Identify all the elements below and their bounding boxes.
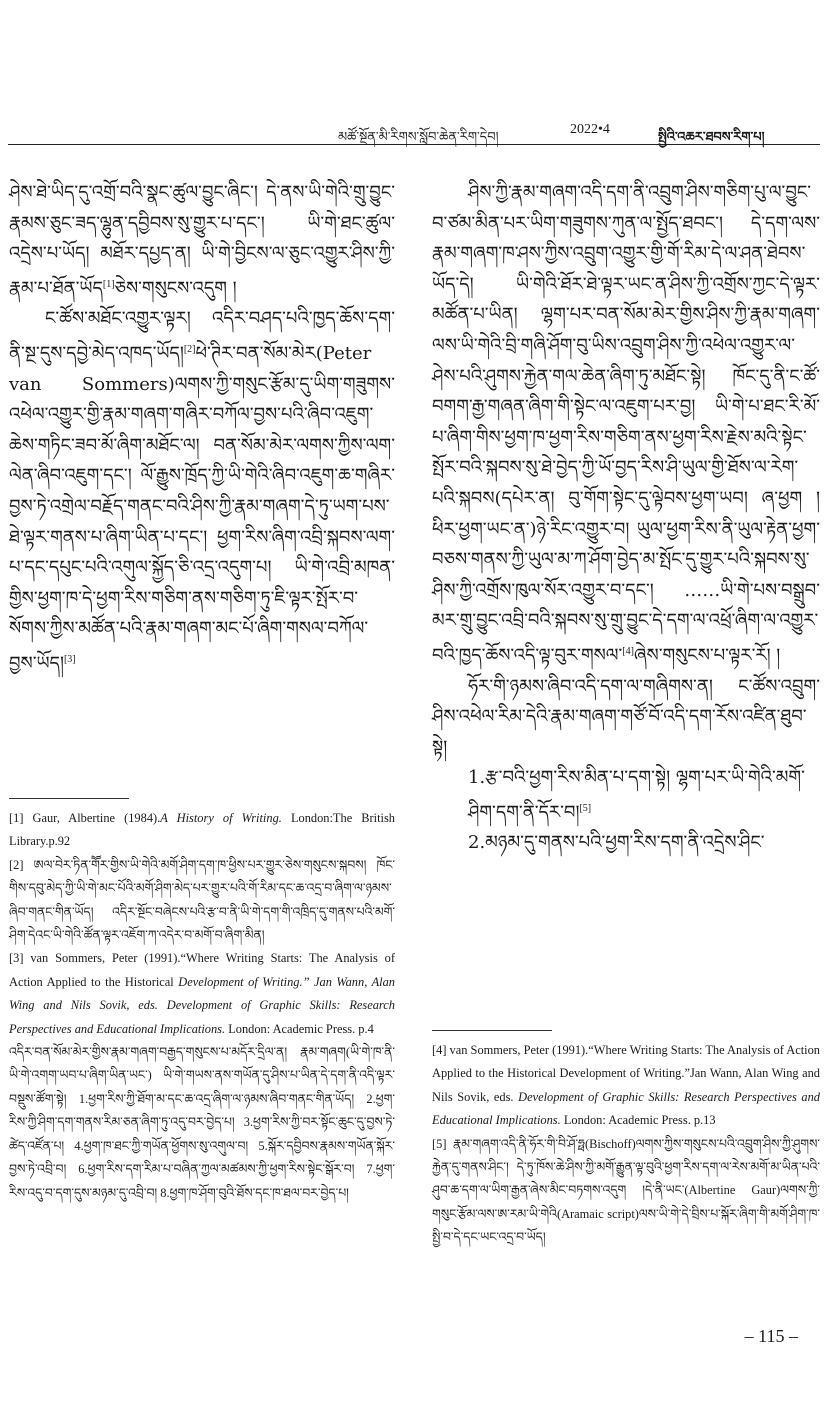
left-paragraph-1: ཤེས་ཐེ་ཡིད་དུ་འགྲོ་བའི་སྣང་ཚུལ་བྱུང་ཞིང་། དེ་ནས་ཡི་གེའི་གྲུ་བྱུང་རྣམས་ཅུང་ཟད་ལྷུན་དབྱིབས་སུ་གྱུར་པ་དང་། ཡི་གེ་ཐང་ཚུལ་འདྲེས་པ་ཡོད། མཐོར་དཔྱད་ན། ཡི་གེ་བྱིངས་ལ་ཅུང་འགྱུར་ཤིས་ཀྱི་རྣམ་པ་ཐོན་ཡོད[1]ཅེས་གསུངས་འདུག ། [9, 182, 395, 299]
list-item-1: 1.རྩ་བའི་ཕྱག་རིས་མིན་པ་དག་སྟེ། ལྷག་པར་ཡི་གེའི་མགོ་ཤིག་དག་ནི་དོར་བ།[5] [468, 767, 805, 823]
footnote-5: [5] རྣམ་གཞག་འདི་ནི་ཧོར་གི་བི་ཤོ་ཧྥ(Bischoff)ལགས་ཀྱིས་གསུངས་པའི་འབྲུག་ཤིས་ཀྱི་ཤུགས་རྐྱེན་དུ་གནས་ཤིང་། དེ་ཏུ་ཁོས་ཆེ་ཤིས་ཀྱི་མགོ་རྒྱུན་ལྟ་བུའི་ཕྱག་རིས་དག་ལ་རེས་མགོ་མ་ཡིན་པའི་ཤུབ་ཆ་དག་ལ་ཡིག་རྒྱན་ཞེས་མིང་བཏགས་འདུག །དེ་ནི་ཡང་(Albertine Gaur)ལགས་ཀྱི་གསུང་རྩོམ་ལས་ཨ་རམ་ཡི་གེའི(Aramaic script)ལས་ཡི་གེ་དེ་བྲིས་པ་སྐོར་ཞིག་གི་མགོ་ཤིག་ཁ་སྤྱི་བ་དེ་དང་ཡང་འདྲ་བ་ཡོད། [432, 1136, 820, 1245]
list-item-2: 2.མཉམ་དུ་གནས་པའི་ཕྱག་རིས་དག་ནི་འདྲེས་ཤིང་ [468, 832, 765, 854]
page-number: – 115 – [744, 1326, 798, 1346]
left-footnotes [9, 798, 395, 1205]
left-column [9, 178, 395, 680]
running-header [8, 118, 820, 145]
header-issue: 2022•4 [570, 122, 610, 137]
right-column [432, 178, 820, 859]
footnote-ref-5[interactable]: [5] [579, 802, 592, 814]
footnote-2: [2] ཨལ་བེར་ཏིན་གཽར་གྱིས་ཡི་གེའི་མགོ་ཤིག་དག་ཁ་ཕྱིས་པར་གྱུར་ཅེས་གསུངས་སྐབས། ཁོང་གིས་དབུ་མེད་ཀྱི་ཡི་གེ་མང་པོའི་མགོ་ཤིག་མེད་པར་གྱུར་པའི་གོ་རིམ་དང་ཆ་འདྲ་བ་ཞིག་ལ་ཉམས་ཞིབ་གནང་གིན་ཡོད། འདིར་སྔོང་བཞེངས་པའི་རྩ་བ་ནི་ཡི་གེ་དག་གི་འཁྲིད་དུ་གནས་པའི་མགོ་ཤིག་དེའང་ཡི་གེའི་ཚོན་ལྟར་འཇོག་ཀ་འདེར་བ་མགོ་བ་ཞིག་མིན། [9, 857, 395, 943]
footnote-1: [1] Gaur, Albertine (1984).A History of Writing. London:The British Library.p.92 [9, 811, 395, 849]
right-footnotes [432, 1030, 820, 1250]
footnote-4: [4] van Sommers, Peter (1991).“Where Writing Starts: The Analysis of Action Applied to the Historical Development of Writing.”Jan Wann, Alan Wing and Nils Sovik, eds. Development of Graphic Skills: Research Perspectives and Educational Implications. London: Academic Press. p.13 [432, 1043, 820, 1128]
footnote-3-tibetan: འདིར་བན་སོམ་མེར་གྱིས་རྣམ་གཞག་བརྒྱད་གསུངས་པ་མདོར་དྲིལ་ན། རྣམ་གཞག(ཡི་གེ་ཁ་ནི་ཡི་གེ་འགག་ཡབ་པ་ཞིག་ཡིན་ཡང་) ཡི་གེ་གཡས་ནས་གཡོན་དུ་ཤིས་པ་ཡིན་དེ་དག་ནི་འདི་ལྟར་བསྡུས་ཚོག་སྟེ། 1.ཕྱག་རིས་ཀྱི་ཐོག་མ་དང་ཆ་འདྲ་ཞིག་ལ་ཉམས་ཞིབ་གནང་གིན་ཡོད། 2.ཕྱག་རིས་ཀྱི་ཤིག་དག་གནས་རིམ་ཅན་ཞིག་ཏུ་འདུ་བར་བྱེད་པ། 3.ཕྱག་རིས་ཀྱི་བར་སྟོང་ཆུང་དུ་བྱས་ཏེ་ཚེད་འཛོན་པ། 4.ཕྱག་ཁ་ཐང་ཀྱི་གཡོན་ཕྱོགས་སུ་འགུལ་བ། 5.སྐོར་དབྱིབས་རྣམས་གཡོན་སྐོར་བྱས་ཏེ་འབྲི་བ། 6.ཕྱག་རིས་དག་རིམ་པ་བཞིན་ཀྱལ་མཚམས་ཀྱི་ཕྱག་རིས་སྟེང་སྒོར་བ། 7.ཕྱག་རིས་འདུ་བ་དག་དུས་མཉམ་དུ་འབྲི་བ། 8.ཕྱག་ཁ་ཤོག་བུའི་ཐོས་དང་ཁ་ཐལ་བར་བྱེད་པ། [9, 1045, 395, 1200]
right-paragraph-1: ཤིས་ཀྱི་རྣམ་གཞག་འདི་དག་ནི་འབྲུག་ཤིས་གཅིག་པུ་ལ་བྱུང་བ་ཙམ་མིན་པར་ཡིག་གཟུགས་ཀུན་ལ་སྤྱོད་ཐབང་། དེ་དག་ལས་རྣམ་གཞག་ཁ་ཤས་ཀྱིས་འབྲུག་འགྱུར་གྱི་གོ་རིམ་དེ་ལ་ཤན་ཐེབས་ཡོད་དེ། ཡི་གེའི་ཐོར་ཐེ་ལྟར་ཡང་ན་ཤིས་ཀྱི་འགྲོས་ཀྱང་དེ་ལྟར་མཚོན་པ་ཡིན། ལྷག་པར་བན་སོམ་མེར་གྱིས་ཤིས་ཀྱི་རྣམ་གཞག་ལས་ཡི་གེའི་བྲི་གཞི་ཤོག་བུ་ཡིས་འབྲུག་ཤིས་ཀྱི་འཕེལ་འགྱུར་ལ་ཤེས་པའི་ཤུགས་རྐྱེན་གལ་ཆེན་ཞིག་ཏུ་མཐོང་སྟེ། ཁོང་དུ་ནི་ང་ཚོ་བགག་རྒྱ་གཞན་ཞིག་གི་སྟེང་ལ་འཇུག་པར་བྱ། ཡི་གེ་པ་ཐང་རི་མོ་པ་ཞིག་གིས་ཕྱག་ཁ་ཕྱག་རིས་གཅིག་ནས་ཕྱག་རིས་རྗེས་མའི་སྟེང་སྤོར་བའི་སྐབས་སུ་ཐེ་བྱེད་ཀྱི་ཡོ་བྱད་རིས་ཤི་ཡུལ་གྱི་ཐོས་ལ་རེག་པའི་སྐབས(དཔེར་ན། བུ་གོག་སྟེང་དུ་ལྟེབས་ཕྱག་ཡབ། ཞ་ཕྱག །ཕིར་ཕྱག་ཡང་ན་)ཉེ་རིང་འགྱུར་བ། ཡུལ་ཕྱག་རིས་ནི་ཡུལ་རྟེན་ཕྱག་བཅས་གནས་ཀྱི་ཡུལ་མ་ཀ་ཤོག་བྱེད་མ་སྤོང་དུ་གྱུར་པའི་སྐབས་སུ་ཤིས་ཀྱི་འགྲོས་ཁུལ་སོར་འགྱུར་བ་དང་། ……ཡི་གེ་པས་བསྒྲུབ་མར་གྲུ་བྱུང་འབྲི་བའི་སྐབས་སུ་གྲུ་བྱུང་དེ་དག་ལ་འཕྲོ་ཞིག་ལ་འགྱུར་བའི་ཁྱད་ཆོས་འདི་ལྟ་བུར་གསལ་[4]ཞེས་གསུངས་པ་ལྟར་རོ། ། [432, 182, 820, 666]
footnote-rule-right [432, 1030, 552, 1031]
footnote-ref-3[interactable]: [3] [63, 653, 76, 665]
header-journal-title: མཚོ་སྔོན་མི་རིགས་སློབ་ཆེན་རིག་དེབ། [338, 130, 499, 145]
footnote-ref-1[interactable]: [1] [102, 278, 115, 290]
left-paragraph-2: ང་ཚོས་མཐོང་འགྱུར་ལྟར། འདིར་བཤད་པའི་ཁྱད་ཆོས་དག་ནི་སྔ་དུས་དབྱེ་མེད་འཁད་ཡོད།[2]ཕེ་ཊིར་བན་སོམ་མེར(Peter van Sommers)ལགས་ཀྱི་གསུང་རྩོམ་དུ་ཡིག་གཟུགས་འཕེལ་འགྱུར་གྱི་རྣམ་གཞག་གཞིར་བཀོལ་བྱས་པའི་ཞིབ་འཇུག་ཆེས་གཏིང་ཟབ་མོ་ཞིག་མཐོང་ལ། བན་སོམ་མེར་ལགས་ཀྱིས་ལག་ལེན་ཞིབ་འཇུག་དང་། ལོ་རྒྱུས་ཁྲོད་ཀྱི་ཡི་གེའི་ཞིབ་འཇུག་ཆ་གཞིར་བྱས་ཏེ་འགྲེལ་བརྗོད་གནང་བའི་ཤིས་ཀྱི་རྣམ་གཞག་དེ་ཏུ་ཡག་པས་ཐེ་ལྟར་གནས་པ་ཞིག་ཡིན་པ་དང་། ཕྱག་རིས་ཞིག་འབྲི་སྐབས་ལག་པ་དང་དཔུང་པའི་འགུལ་སྐྱོད་ཅི་འདྲ་འདུག་པ། ཡི་གེ་འབྲི་མཁན་གྱིས་ཕྱག་ཁ་དེ་ཕྱག་རིས་གཅིག་ནས་གཅིག་ཏུ་ཇི་ལྟར་སྤོར་བ་སོགས་ཀྱིས་མཚོན་པའི་རྣམ་གཞག་མང་པོ་ཞིག་གསལ་བཀོལ་བྱས་ཡོད།[3] [9, 308, 395, 674]
footnote-rule-left [9, 798, 129, 799]
footnote-3: [3] van Sommers, Peter (1991).“Where Writing Starts: The Analysis of Action Applied to the Historical Development of Writing.” Jan Wann, Alan Wing and Nils Sovik, eds. Development of Graphic Skills: Research Perspectives and Educational Implications. London: Academic Press. p.4 [9, 951, 395, 1036]
footnote-ref-4[interactable]: [4] [622, 645, 634, 657]
footnote-ref-2[interactable]: [2] [183, 343, 196, 355]
right-paragraph-2: ཧོར་གི་ཉམས་ཞིབ་འདི་དག་ལ་གཞིགས་ན། ང་ཚོས་འབྲུག་ཤིས་འཕེལ་རིམ་དེའི་རྣམ་གཞག་གཙོ་བོ་འདི་དག་རོས་འཛིན་ཐུབ་སྟེ། [432, 675, 820, 758]
header-section-title: སྤྱིའི་འཆར་ཐབས་རིག་པ། [658, 130, 765, 145]
